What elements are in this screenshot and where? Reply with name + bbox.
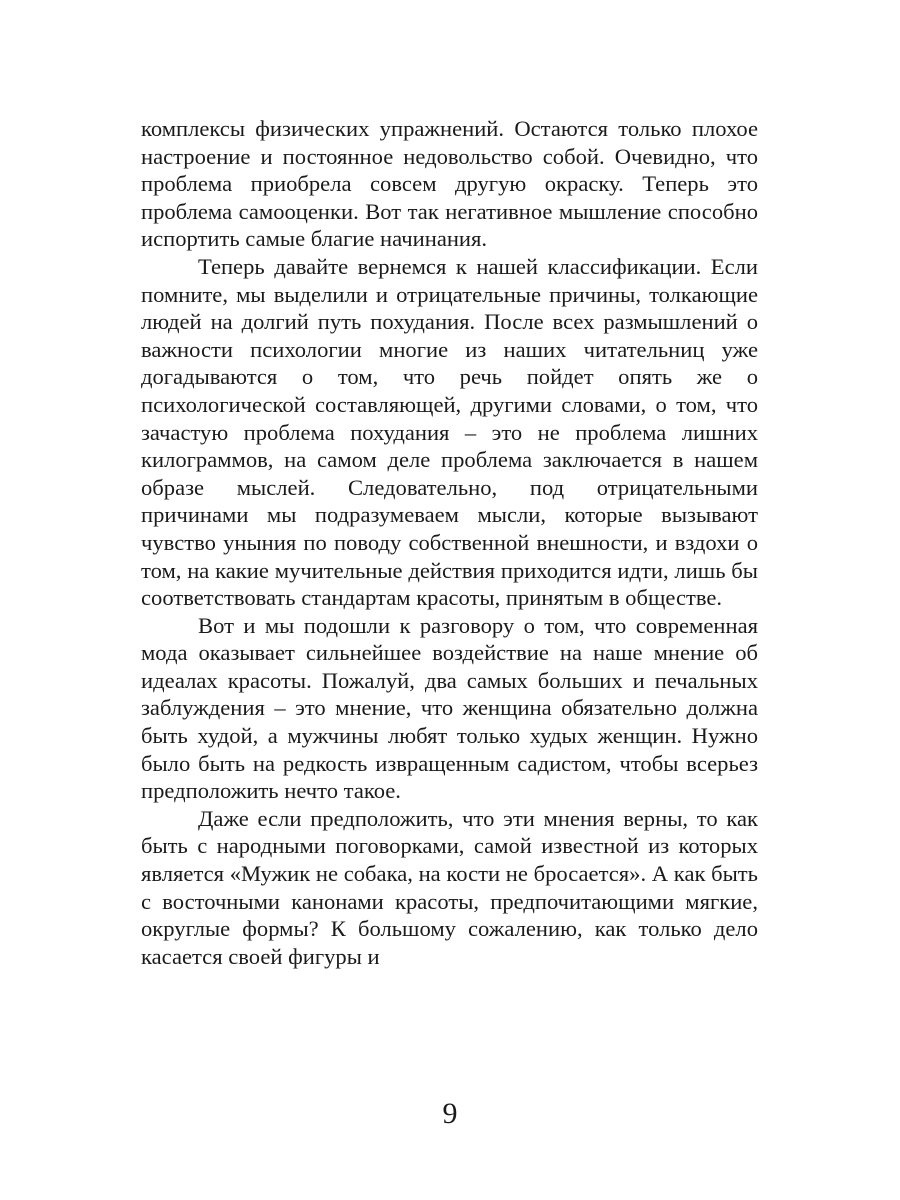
page-number: 9	[442, 1097, 458, 1130]
paragraph-classification: Теперь давайте вернемся к нашей классификации. Если помните, мы выделили и отрицательные причины, толкающие людей на долгий путь похудания. После всех размышлений о важности психологии многие из наших читательниц уже догадываются о том, что речь пойдет опять же о психологической составляющей, другими словами, о том, что зачастую проблема похудания – это не проблема лишних килограммов, на самом деле проблема заключается в нашем образе мыслей. Следовательно, под отрицательными причинами мы подразумеваем мысли, которые вызывают чувство уныния по поводу собственной внешности, и вздохи о том, на какие мучительные действия приходится идти, лишь бы соответствовать стандартам красоты, принятым в обществе.	[141, 253, 758, 611]
body-text	[141, 115, 758, 970]
paragraph-fashion: Вот и мы подошли к разговору о том, что современная мода оказывает сильнейшее воздействие на наше мнение об идеалах красоты. Пожалуй, два самых больших и печальных заблуждения – это мнение, что женщина обязательно должна быть худой, а мужчины любят только худых женщин. Нужно было быть на редкость извращенным садистом, чтобы всерьез предположить нечто такое.	[141, 612, 758, 804]
paragraph-continuation: комплексы физических упражнений. Остаются только плохое настроение и постоянное недовольство собой. Очевидно, что проблема приобрела совсем другую окраску. Теперь это проблема самооценки. Вот так негативное мышление способно испортить самые благие начинания.	[141, 116, 758, 252]
paragraph-proverbs: Даже если предположить, что эти мнения верны, то как быть с народными поговорками, самой известной из которых является «Мужик не собака, на кости не бросается». А как быть с восточными канонами красоты, предпочитающими мягкие, округлые формы? К большому сожалению, как только дело касается своей фигуры и	[141, 805, 758, 969]
